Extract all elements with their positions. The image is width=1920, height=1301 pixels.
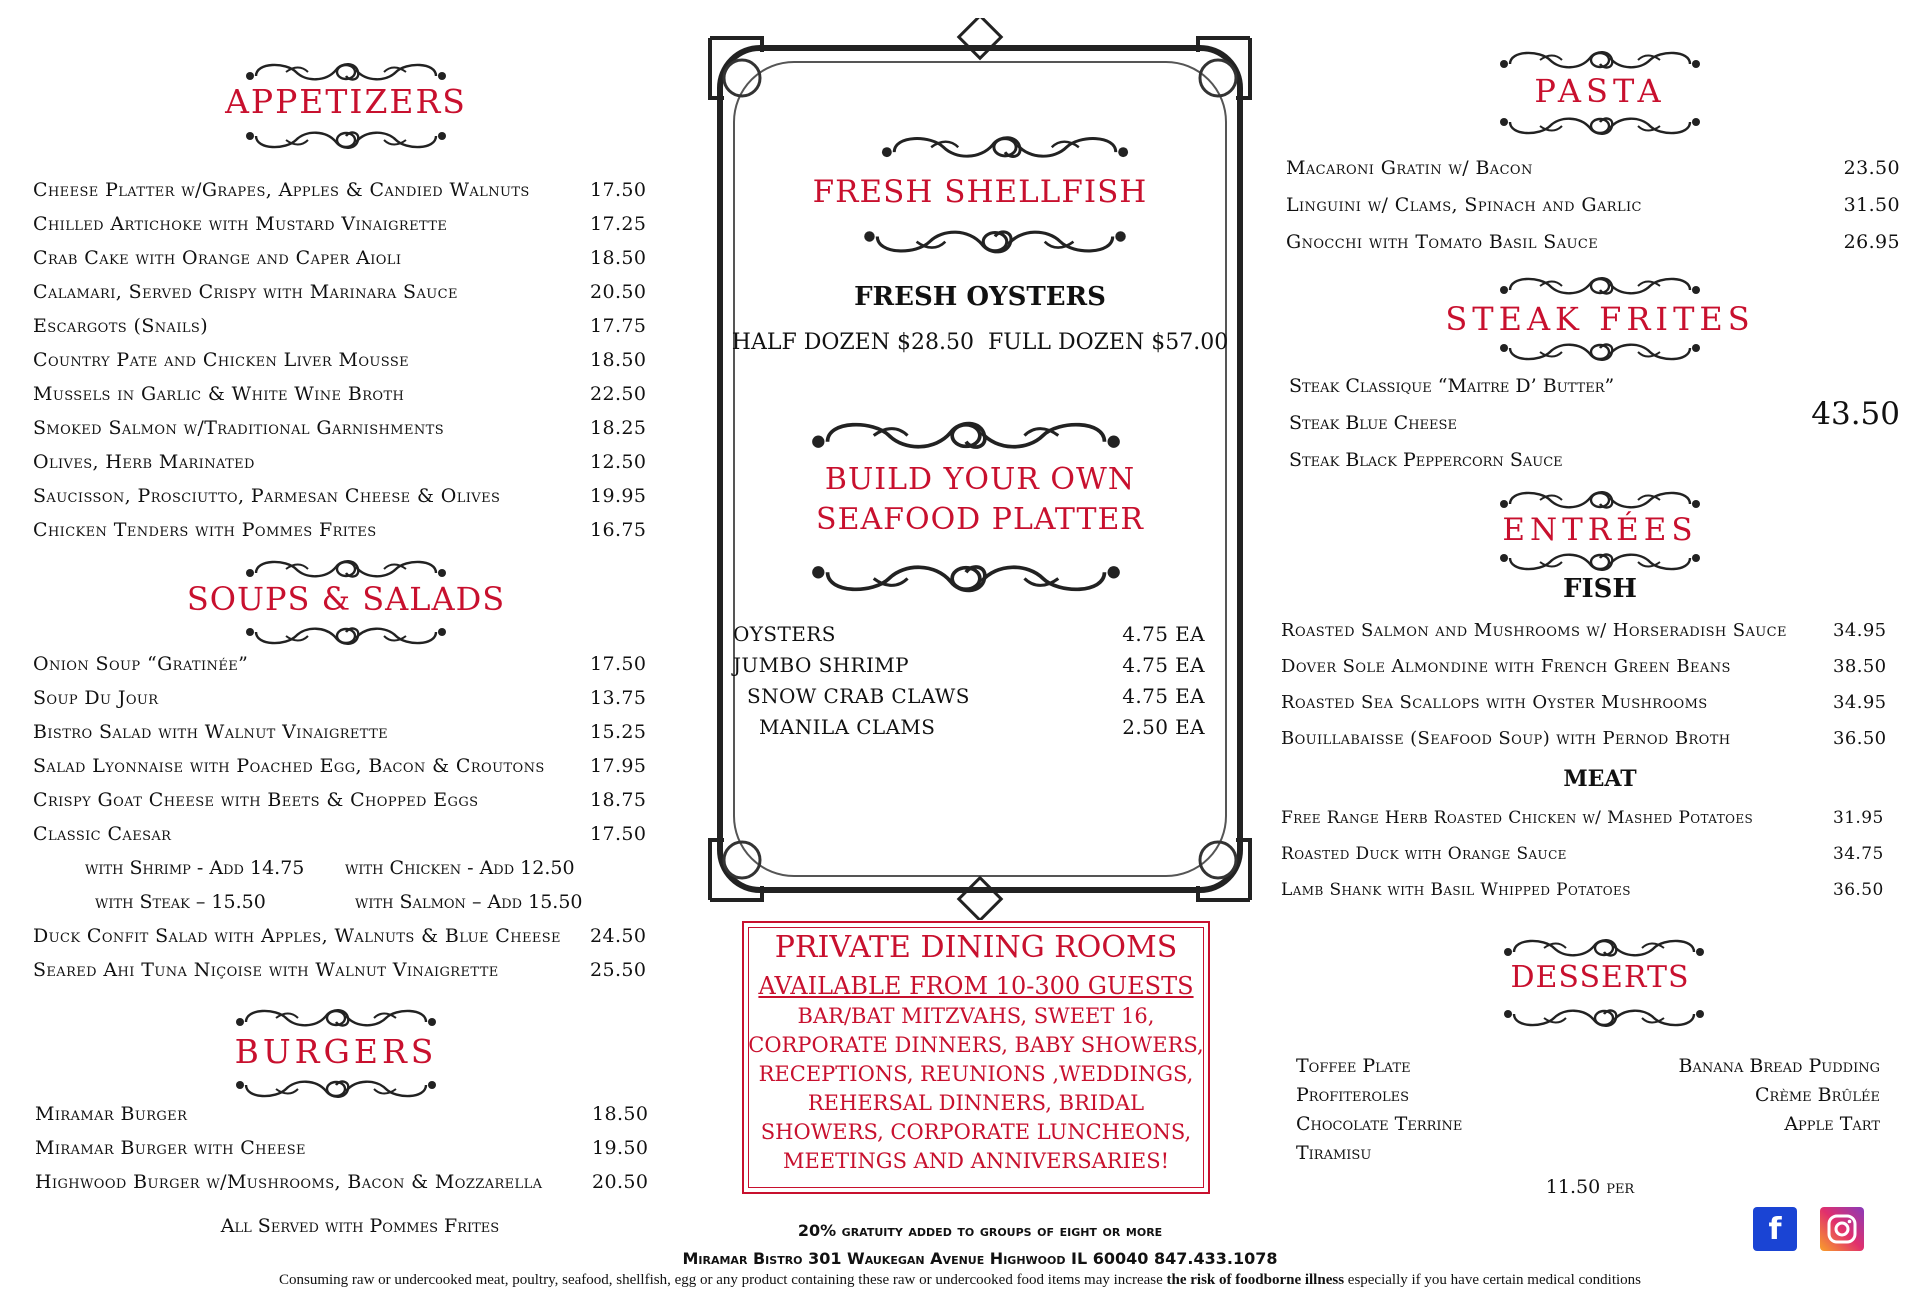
item-name: OYSTERS	[733, 621, 836, 646]
menu-item	[1281, 612, 1893, 648]
menu-item	[33, 411, 645, 445]
item-price: 17.95	[590, 755, 647, 777]
item-price: 34.95	[1833, 691, 1887, 713]
menu-item	[733, 711, 1205, 742]
menu-item	[33, 919, 645, 953]
steak-item: Steak Blue Cheese	[1289, 411, 1457, 434]
item-name: Linguini w/ Clams, Spinach and Garlic	[1286, 193, 1642, 216]
private-dining-title: PRIVATE DINING ROOMS	[774, 930, 1178, 965]
menu-item	[1286, 186, 1900, 223]
food-warning: Consuming raw or undercooked meat, poultry, seafood, shellfish, egg or any product containing these raw or undercooked food items may increase the risk of foodborne illness especially if you have certain medical conditions	[278, 1272, 1642, 1288]
item-name: Cheese Platter w/Grapes, Apples & Candied Walnuts	[33, 179, 530, 201]
item-name: Crab Cake with Orange and Caper Aioli	[33, 247, 402, 269]
item-price: 20.50	[592, 1171, 649, 1193]
item-price: 15.25	[590, 721, 647, 743]
private-dining-subtitle: AVAILABLE FROM 10-300 GUESTS	[758, 972, 1194, 1000]
private-dining-line: CORPORATE DINNERS, BABY SHOWERS,	[748, 1033, 1204, 1057]
item-name: Dover Sole Almondine with French Green Beans	[1281, 655, 1731, 677]
soups-addons	[33, 851, 645, 919]
item-name: Olives, Herb Marinated	[33, 451, 255, 473]
item-name: Crispy Goat Cheese with Beets & Chopped Eggs	[33, 789, 479, 811]
item-price: 2.50 EA	[1122, 714, 1205, 739]
steak-list	[1289, 367, 1739, 478]
steak-flourish-top	[1500, 272, 1700, 298]
appetizers-flourish-top	[246, 58, 446, 84]
item-name: Free Range Herb Roasted Chicken w/ Mashed Potatoes	[1281, 808, 1754, 828]
desserts-right	[1580, 1055, 1880, 1142]
item-price: 18.50	[592, 1103, 649, 1125]
platter-flourish-bottom	[806, 560, 1126, 600]
item-price: 4.75 EA	[1122, 652, 1205, 677]
desserts-flourish-bottom	[1504, 1006, 1704, 1032]
shellfish-flourish-top	[880, 130, 1130, 162]
menu-item	[33, 275, 645, 309]
addon-row	[33, 851, 645, 885]
soups-flourish-top	[246, 555, 446, 581]
menu-item	[33, 343, 645, 377]
pasta-title: PASTA	[1534, 72, 1666, 110]
platter-title-2: SEAFOOD PLATTER	[816, 502, 1144, 537]
menu-item	[33, 479, 645, 513]
item-price: 36.50	[1833, 880, 1884, 900]
private-dining-line: RECEPTIONS, REUNIONS ,WEDDINGS,	[758, 1062, 1194, 1086]
appetizers-flourish-bottom	[246, 128, 446, 154]
restaurant-address: Miramar Bistro 301 Waukegan Avenue Highwood IL 60040 847.433.1078	[682, 1249, 1278, 1268]
soups-list-2	[33, 919, 645, 987]
dessert-item: Crème Brûlée	[1755, 1084, 1880, 1106]
item-price: 34.75	[1833, 844, 1884, 864]
item-name: Seared Ahi Tuna Niçoise with Walnut Vinaigrette	[33, 959, 499, 981]
item-name: Soup Du Jour	[33, 687, 159, 709]
soups-list	[33, 647, 645, 851]
pasta-flourish-top	[1500, 46, 1700, 72]
burgers-note: All Served with Pommes Frites	[220, 1215, 500, 1237]
menu-item	[1281, 684, 1893, 720]
item-price: 24.50	[590, 925, 647, 947]
desserts-title: DESSERTS	[1510, 960, 1690, 995]
item-name: Salad Lyonnaise with Poached Egg, Bacon & Croutons	[33, 755, 545, 777]
item-name: Macaroni Gratin w/ Bacon	[1286, 156, 1533, 179]
dessert-item: Apple Tart	[1784, 1113, 1880, 1135]
menu-item	[1286, 149, 1900, 186]
item-price: 23.50	[1843, 156, 1900, 179]
item-name: Bistro Salad with Walnut Vinaigrette	[33, 721, 389, 743]
menu-item	[33, 377, 645, 411]
steak-item: Steak Black Peppercorn Sauce	[1289, 448, 1563, 471]
menu-item	[33, 445, 645, 479]
meat-label: MEAT	[1563, 766, 1637, 792]
item-price: 25.50	[590, 959, 647, 981]
item-price: 17.75	[590, 315, 647, 337]
entrees-flourish-bottom	[1500, 550, 1700, 576]
entrees-flourish-top	[1500, 486, 1700, 512]
menu-item	[1281, 836, 1893, 872]
menu-item	[733, 618, 1205, 649]
item-name: Roasted Salmon and Mushrooms w/ Horseradish Sauce	[1281, 619, 1787, 641]
item-name: Roasted Duck with Orange Sauce	[1281, 844, 1567, 864]
item-name: Country Pate and Chicken Liver Mousse	[33, 349, 410, 371]
item-price: 17.50	[590, 823, 647, 845]
menu-item	[1281, 648, 1893, 684]
menu-item	[1281, 800, 1893, 836]
instagram-glyph	[1826, 1213, 1858, 1245]
private-dining-lines	[742, 1002, 1210, 1176]
instagram-icon[interactable]	[1820, 1207, 1864, 1251]
item-price: 20.50	[590, 281, 647, 303]
desserts-left	[1296, 1055, 1596, 1171]
dessert-item: Banana Bread Pudding	[1678, 1055, 1880, 1077]
item-price: 38.50	[1833, 655, 1887, 677]
item-price: 18.75	[590, 789, 647, 811]
item-price: 13.75	[590, 687, 647, 709]
item-price: 4.75 EA	[1122, 621, 1205, 646]
menu-item	[33, 241, 645, 275]
menu-item	[733, 649, 1205, 680]
item-price: 34.95	[1833, 619, 1887, 641]
addon-left: with Steak – 15.50	[95, 891, 266, 913]
item-price: 4.75 EA	[1122, 683, 1205, 708]
menu-item	[33, 647, 645, 681]
menu-item	[733, 680, 1205, 711]
steak-item: Steak Classique “Maitre D’ Butter”	[1289, 374, 1615, 397]
item-name: Roasted Sea Scallops with Oyster Mushrooms	[1281, 691, 1708, 713]
item-name: Onion Soup “Gratinée”	[33, 653, 249, 675]
item-name: Smoked Salmon w/Traditional Garnishments	[33, 417, 444, 439]
item-price: 22.50	[590, 383, 647, 405]
gratuity-note: 20% gratuity added to groups of eight or more	[797, 1221, 1163, 1240]
private-dining-line: BAR/BAT MITZVAHS, SWEET 16,	[797, 1004, 1155, 1028]
addon-left: with Shrimp - Add 14.75	[85, 857, 305, 879]
entrees-title: ENTRÉES	[1502, 512, 1698, 548]
pasta-flourish-bottom	[1500, 114, 1700, 140]
platter-list	[733, 618, 1205, 742]
item-name: Calamari, Served Crispy with Marinara Sauce	[33, 281, 458, 303]
facebook-icon[interactable]: f	[1753, 1207, 1797, 1251]
menu-item	[33, 513, 645, 547]
item-name: Miramar Burger with Cheese	[35, 1137, 306, 1159]
item-name: MANILA CLAMS	[759, 714, 936, 739]
dessert-item: Profiteroles	[1296, 1084, 1410, 1106]
menu-item	[33, 749, 645, 783]
item-name: Gnocchi with Tomato Basil Sauce	[1286, 230, 1599, 253]
menu-item	[33, 783, 645, 817]
item-price: 19.50	[592, 1137, 649, 1159]
appetizers-title: APPETIZERS	[225, 82, 467, 121]
private-dining-line: REHERSAL DINNERS, BRIDAL	[807, 1091, 1145, 1115]
menu-item	[1281, 872, 1893, 908]
menu-item	[33, 309, 645, 343]
oysters-title: FRESH OYSTERS	[854, 282, 1106, 312]
item-price: 17.25	[590, 213, 647, 235]
shellfish-flourish-bottom	[860, 226, 1130, 260]
addon-right: with Salmon – Add 15.50	[355, 891, 583, 913]
item-name: Highwood Burger w/Mushrooms, Bacon & Mozzarella	[35, 1171, 543, 1193]
fish-label: FISH	[1563, 574, 1637, 604]
desserts-flourish-top	[1504, 934, 1704, 960]
dessert-item: Toffee Plate	[1296, 1055, 1411, 1077]
item-price: 31.95	[1833, 808, 1884, 828]
item-price: 18.50	[590, 349, 647, 371]
item-name: Miramar Burger	[35, 1103, 188, 1125]
shellfish-title: FRESH SHELLFISH	[812, 174, 1148, 210]
item-name: Bouillabaisse (Seafood Soup) with Pernod Broth	[1281, 727, 1731, 749]
item-price: 18.25	[590, 417, 647, 439]
item-price: 16.75	[590, 519, 647, 541]
fish-list	[1281, 612, 1893, 756]
private-dining-line: SHOWERS, CORPORATE LUNCHEONS,	[760, 1120, 1192, 1144]
item-price: 17.50	[590, 179, 647, 201]
burgers-flourish-top	[236, 1004, 436, 1030]
item-name: Saucisson, Prosciutto, Parmesan Cheese & Olives	[33, 485, 501, 507]
menu-item	[33, 173, 645, 207]
item-name: SNOW CRAB CLAWS	[747, 683, 970, 708]
dessert-item: Chocolate Terrine	[1296, 1113, 1463, 1135]
burgers-title: BURGERS	[234, 1032, 438, 1071]
menu-item	[35, 1131, 647, 1165]
item-price: 17.50	[590, 653, 647, 675]
item-price: 26.95	[1843, 230, 1900, 253]
steak-flourish-bottom	[1500, 340, 1700, 366]
pasta-list	[1286, 149, 1900, 260]
item-price: 12.50	[590, 451, 647, 473]
menu-item	[33, 207, 645, 241]
appetizers-list	[33, 173, 645, 547]
dessert-item: Tiramisu	[1296, 1142, 1372, 1164]
addon-right: with Chicken - Add 12.50	[345, 857, 575, 879]
menu-item	[35, 1165, 647, 1199]
item-price: 18.50	[590, 247, 647, 269]
item-name: Duck Confit Salad with Apples, Walnuts & Blue Cheese	[33, 925, 561, 947]
menu-item	[33, 953, 645, 987]
burgers-list	[35, 1097, 647, 1199]
item-name: Chicken Tenders with Pommes Frites	[33, 519, 377, 541]
item-price: 19.95	[590, 485, 647, 507]
soups-title: SOUPS & SALADS	[186, 580, 506, 618]
addon-row	[33, 885, 645, 919]
menu-item	[35, 1097, 647, 1131]
item-name: JUMBO SHRIMP	[733, 652, 910, 677]
item-name: Lamb Shank with Basil Whipped Potatoes	[1281, 880, 1631, 900]
platter-flourish-top	[806, 414, 1126, 454]
menu-item	[33, 817, 645, 851]
menu-item	[1281, 720, 1893, 756]
item-name: Escargots (Snails)	[33, 315, 209, 337]
item-name: Mussels in Garlic & White Wine Broth	[33, 383, 405, 405]
item-name: Chilled Artichoke with Mustard Vinaigrette	[33, 213, 448, 235]
item-price: 31.50	[1843, 193, 1900, 216]
item-price: 36.50	[1833, 727, 1887, 749]
menu-item	[1286, 223, 1900, 260]
platter-title-1: BUILD YOUR OWN	[824, 462, 1136, 497]
item-name: Classic Caesar	[33, 823, 172, 845]
menu-item	[33, 715, 645, 749]
steak-title: STEAK FRITES	[1445, 300, 1755, 338]
oysters-prices: HALF DOZEN $28.50 FULL DOZEN $57.00	[731, 330, 1229, 355]
menu-item	[33, 681, 645, 715]
steak-price: 43.50	[1811, 396, 1900, 432]
meat-list	[1281, 800, 1893, 908]
desserts-price: 11.50 per	[1545, 1176, 1635, 1198]
private-dining-line: MEETINGS AND ANNIVERSARIES!	[782, 1149, 1170, 1173]
